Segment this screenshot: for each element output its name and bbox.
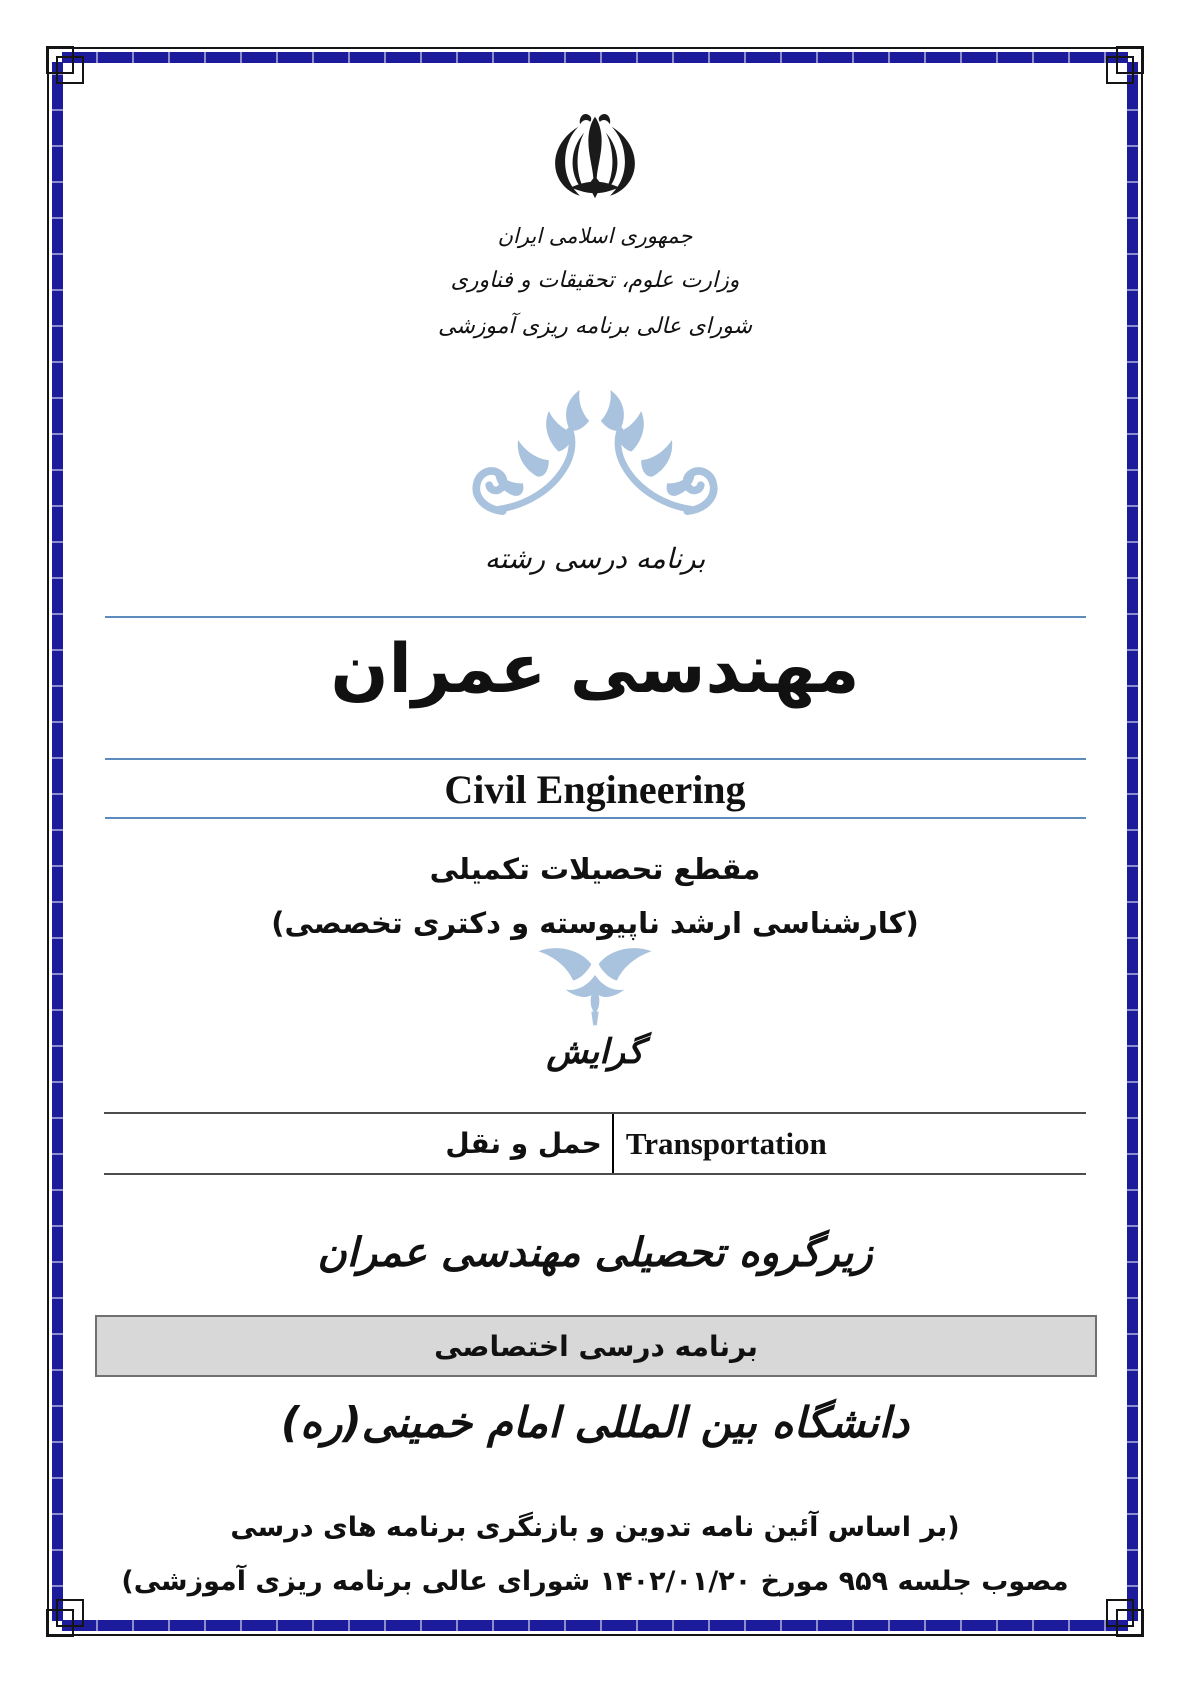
frame-corner-ornament	[56, 1599, 84, 1627]
basis-line-2: مصوب جلسه ۹۵۹ مورخ ۱۴۰۲/۰۱/۲۰ شورای عالی برنامه ریزی آموزشی)	[121, 1566, 1069, 1597]
frame-band-bottom	[62, 1620, 1128, 1631]
authority-line-country: جمهوری اسلامی ایران	[497, 224, 693, 248]
floral-sprig-icon	[530, 944, 660, 1028]
program-intro-line: برنامه درسی رشته	[484, 542, 706, 575]
iran-national-emblem-icon	[541, 108, 649, 212]
program-band	[95, 1315, 1097, 1377]
degree-level-line: مقطع تحصیلات تکمیلی	[429, 852, 761, 886]
authority-line-ministry: وزارت علوم، تحقیقات و فناوری	[450, 268, 740, 293]
separator-rule	[105, 817, 1086, 819]
separator-rule	[105, 758, 1086, 760]
orientation-table	[104, 1112, 1086, 1175]
frame-corner-ornament	[56, 56, 84, 84]
frame-band-left	[52, 62, 63, 1621]
program-band-label: برنامه درسی اختصاصی	[434, 1329, 758, 1363]
separator-rule	[105, 616, 1086, 618]
floral-flourish-icon	[470, 388, 720, 518]
authority-line-council: شورای عالی برنامه ریزی آموزشی	[437, 314, 753, 339]
subgroup-line: زیرگروه تحصیلی مهندسی عمران	[317, 1230, 873, 1276]
university-line: دانشگاه بین المللی امام خمینی(ره)	[280, 1398, 910, 1447]
orientation-cell-en	[614, 1114, 1086, 1173]
orientation-cell-fa	[104, 1114, 614, 1173]
degree-detail-line: (کارشناسی ارشد ناپیوسته و دکتری تخصصی)	[271, 906, 919, 940]
frame-band-top	[62, 52, 1128, 63]
orientation-value-en: Transportation	[625, 1125, 827, 1161]
field-title-fa: مهندسی عمران	[330, 630, 860, 709]
basis-line-1: (بر اساس آئین نامه تدوین و بازنگری برنامه های درسی	[230, 1512, 960, 1543]
field-title-en: Civil Engineering	[444, 767, 746, 812]
frame-corner-ornament	[1106, 56, 1134, 84]
frame-corner-ornament	[1106, 1599, 1134, 1627]
orientation-heading: گرایش	[546, 1032, 644, 1072]
frame-band-right	[1127, 62, 1138, 1621]
orientation-value-fa: حمل و نقل	[445, 1127, 602, 1160]
